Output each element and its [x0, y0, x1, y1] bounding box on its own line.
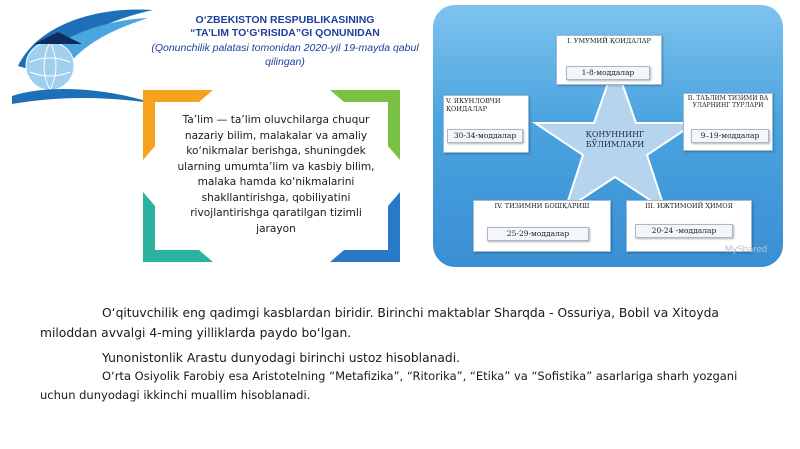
header — [150, 14, 420, 69]
section-heading: IV. ТИЗИМНИ БОШҚАРИШ — [494, 202, 590, 210]
section-articles: 25-29-моддалар — [487, 227, 589, 241]
section-heading: II. ТАЪЛИМ ТИЗИМИ ВА УЛАРНИНГ ТУРЛАРИ — [687, 95, 769, 109]
diagram-center-label: ҚОНУННИНГ БЎЛИМЛАРИ — [585, 130, 645, 149]
title-line-2: “TA’LIM TO‘G‘RISIDA”GI QONUNIDAN — [190, 27, 380, 39]
paragraph-1-text: O‘qituvchilik eng qadimgi kasblardan biridir. Birinchi maktablar Sharqda - Ossuriya, Bobil va Xitoyda miloddan avvalgi 4-ming yilliklarda paydo bo‘lgan. — [40, 306, 719, 340]
section-heading: I. УМУМИЙ ҚОИДАЛАР — [567, 37, 651, 45]
section-articles: 1-8-моддалар — [566, 66, 650, 80]
paragraph-1 — [40, 303, 762, 343]
logo-swoosh-icon — [8, 4, 158, 114]
section-box-4 — [473, 200, 611, 252]
paragraph-2-text: Yunonistonlik Arastu dunyodagi birinchi ustoz hisoblanadi. — [102, 351, 461, 365]
section-heading: V. ЯКУНЛОВЧИ ҚОИДАЛАР — [446, 97, 501, 113]
paragraph-3 — [40, 367, 762, 405]
section-articles: 20-24 -моддалар — [635, 224, 733, 238]
section-heading: III. ИЖТИМОИЙ ҲИМОЯ — [645, 202, 733, 210]
title-line-1: O‘ZBEKISTON RESPUBLIKASINING — [195, 14, 375, 26]
section-box-5 — [443, 95, 529, 153]
section-articles: 30-34-моддалар — [447, 129, 523, 143]
paragraph-2 — [40, 348, 762, 368]
law-sections-diagram — [433, 5, 783, 267]
watermark: MyShared — [724, 245, 767, 255]
subtitle: (Qonunchilik palatasi tomonidan 2020-yil 19-mayda qabul qilingan) — [151, 42, 419, 68]
definition-text: Ta’lim — ta’lim oluvchilarga chuqur nazariy bilim, malakalar va amaliy ko‘nikmalar berishga, shuningdek ularning umumta’lim va kasbiy bilim, malaka hamda ko‘nikmalarini shakllantirishga, qobiliyatini rivojlantirishga qaratilgan tizimli jarayon — [177, 114, 375, 235]
paragraph-3-text: O‘rta Osiyolik Farobiy esa Aristotelning “Metafizika”, “Ritorika”, “Etika” va “Sofistika” asarlariga sharh yozgani uchun dunyodagi ikkinchi muallim hisoblanadi. — [40, 369, 738, 402]
section-articles: 9–19-моддалар — [691, 129, 769, 143]
